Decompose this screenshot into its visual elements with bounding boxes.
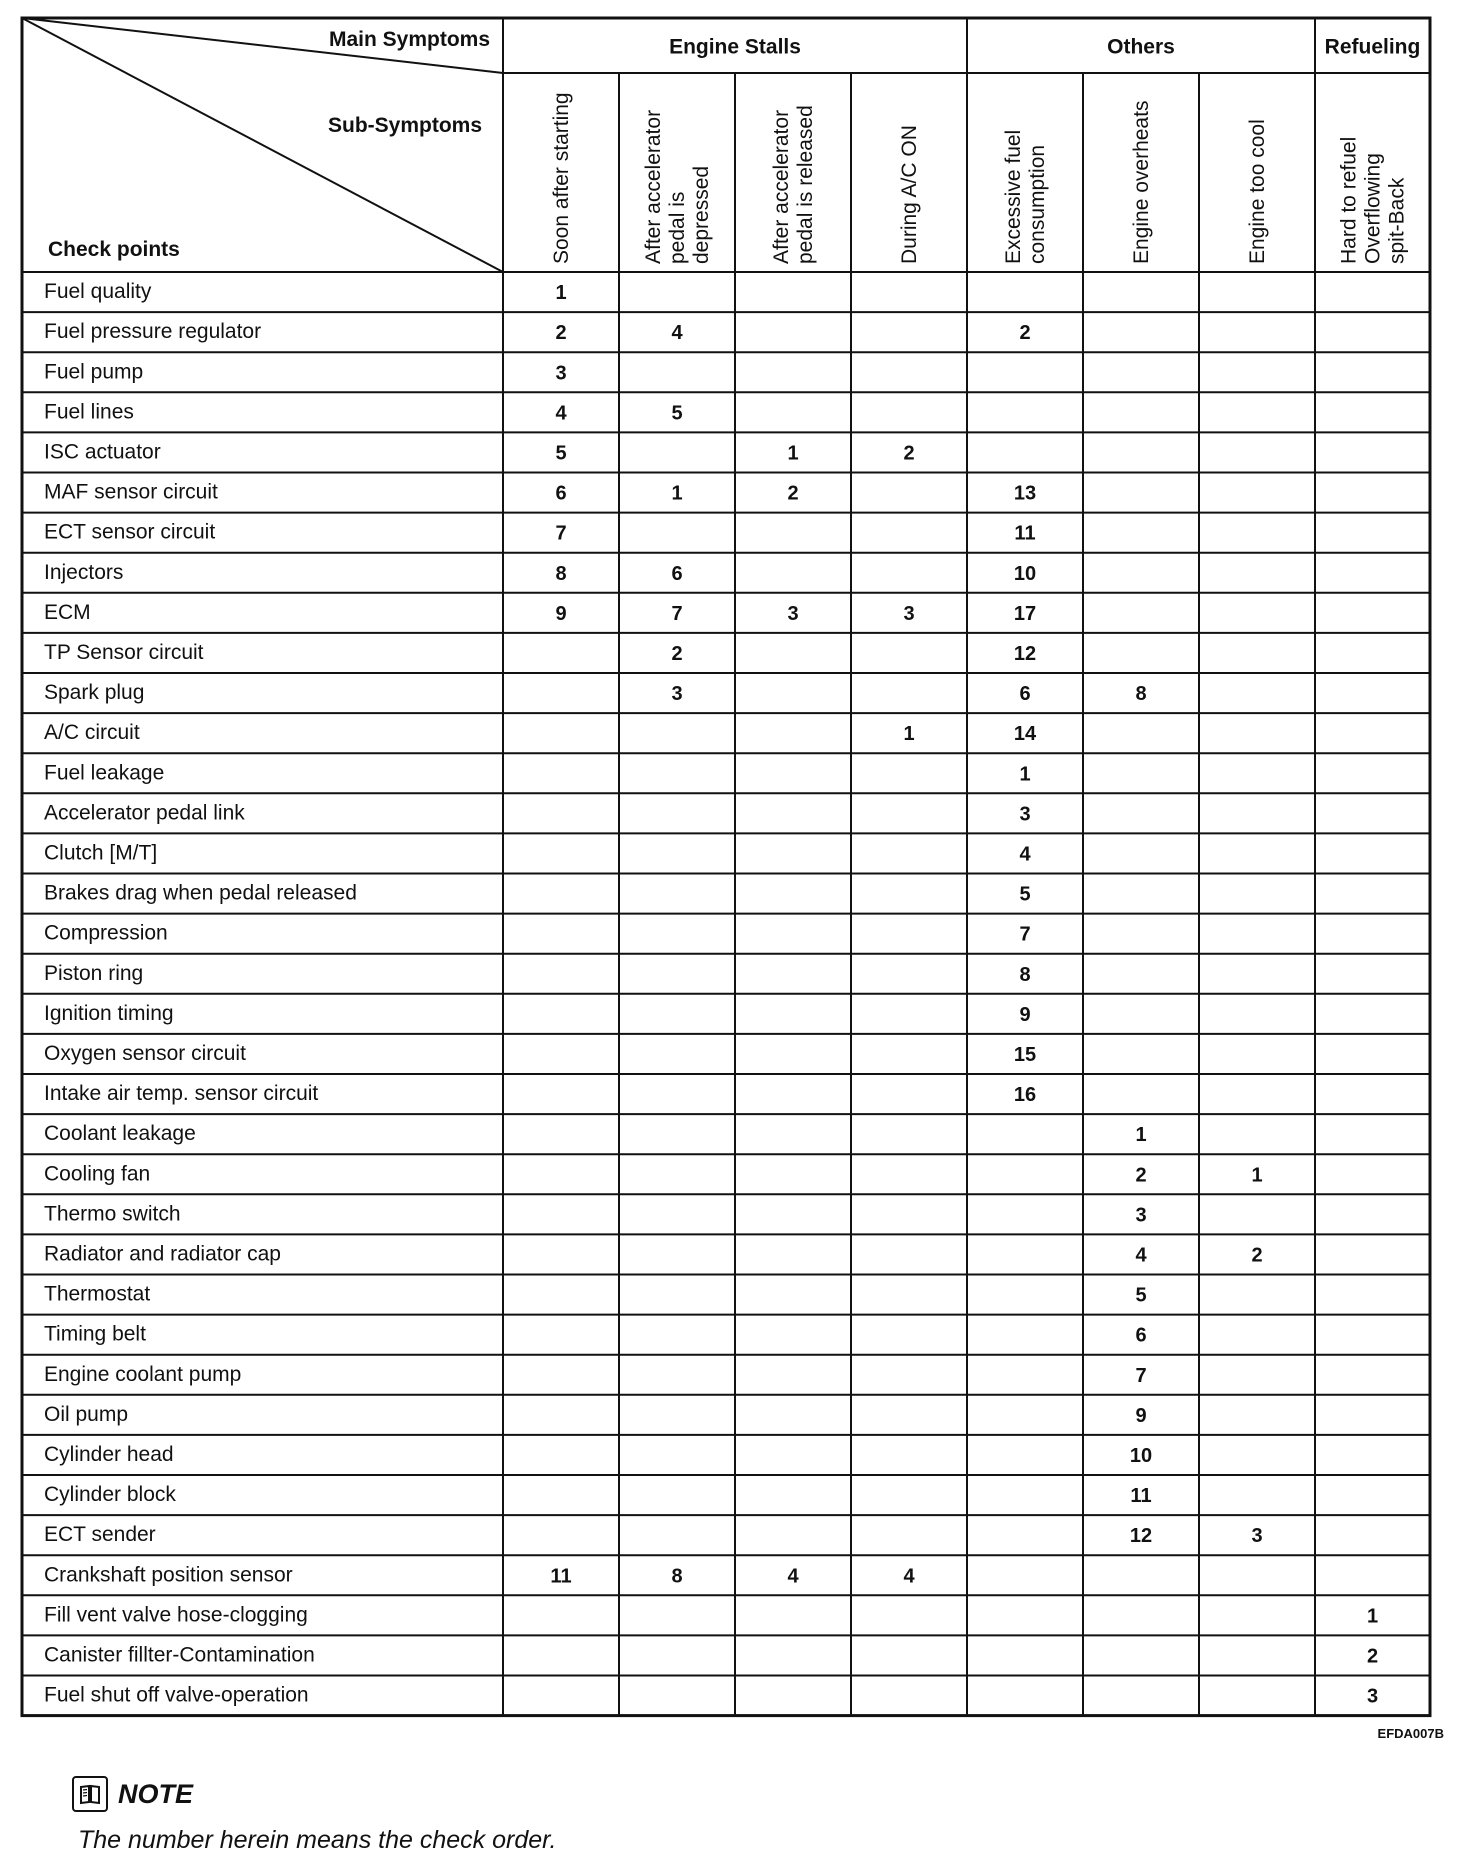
- row-label: Piston ring: [44, 961, 144, 985]
- check-order-value: 12: [1013, 642, 1037, 665]
- row-label: Brakes drag when pedal released: [44, 881, 357, 905]
- check-order-value: 14: [1013, 723, 1037, 746]
- row-label: ECM: [44, 600, 91, 624]
- check-order-value: 2: [1019, 322, 1031, 345]
- sub-symptoms-label: Sub-Symptoms: [327, 114, 482, 137]
- row-label: Fuel leakage: [44, 761, 165, 785]
- note-header: [72, 1776, 557, 1812]
- row-label: Cylinder head: [44, 1442, 174, 1466]
- check-order-value: 11: [550, 1565, 572, 1588]
- column-header: pedal is: [666, 191, 689, 264]
- row-label: Crankshaft position sensor: [44, 1563, 293, 1587]
- check-order-value: 4: [787, 1565, 799, 1588]
- check-order-value: 1: [903, 723, 915, 746]
- check-order-value: 2: [1366, 1645, 1379, 1668]
- check-order-value: 3: [787, 602, 799, 625]
- row-label: Oxygen sensor circuit: [44, 1041, 246, 1065]
- check-order-value: 3: [555, 362, 567, 385]
- check-order-value: 9: [1019, 1003, 1031, 1026]
- group-header: Others: [1107, 35, 1175, 59]
- row-label: Spark plug: [44, 681, 145, 705]
- check-order-value: 8: [671, 1565, 683, 1588]
- row-label: Ignition timing: [44, 1001, 174, 1025]
- check-order-value: 3: [1135, 1204, 1147, 1227]
- check-order-value: 7: [671, 602, 683, 625]
- column-header: pedal is released: [794, 105, 817, 264]
- check-order-value: 6: [1135, 1324, 1147, 1347]
- row-label: Accelerator pedal link: [44, 801, 245, 825]
- check-order-value: 17: [1013, 602, 1037, 625]
- column-header: Hard to refuel: [1337, 136, 1361, 264]
- check-order-value: 11: [1014, 522, 1036, 545]
- header-diagonal: [22, 18, 503, 272]
- column-header: Excessive fuel: [1002, 129, 1025, 264]
- check-order-value: 5: [671, 402, 683, 425]
- check-order-value: 2: [555, 322, 567, 345]
- check-order-value: 1: [555, 282, 567, 305]
- check-order-value: 6: [1019, 683, 1031, 706]
- check-order-value: 4: [671, 322, 683, 345]
- row-label: Canister fillter-Contamination: [44, 1643, 315, 1667]
- row-label: Fuel shut off valve-operation: [44, 1683, 309, 1707]
- column-header: Engine overheats: [1130, 100, 1153, 264]
- row-label: Intake air temp. sensor circuit: [44, 1082, 319, 1106]
- check-order-value: 1: [1019, 763, 1031, 786]
- check-order-value: 9: [1135, 1404, 1147, 1427]
- check-order-value: 2: [787, 482, 799, 505]
- check-order-value: 4: [555, 402, 567, 425]
- check-order-value: 4: [1019, 843, 1031, 866]
- check-order-value: 1: [1135, 1124, 1147, 1147]
- row-label: Fill vent valve hose-clogging: [44, 1603, 308, 1627]
- column-header: Overflowing: [1361, 153, 1385, 264]
- check-order-value: 10: [1129, 1444, 1153, 1467]
- row-label: Coolant leakage: [44, 1122, 196, 1146]
- row-label: Cylinder block: [44, 1483, 176, 1507]
- check-order-value: 2: [1251, 1244, 1263, 1267]
- note-text: The number herein means the check order.: [78, 1826, 557, 1854]
- row-label: Timing belt: [44, 1322, 146, 1346]
- row-label: ECT sensor circuit: [44, 520, 216, 544]
- row-label: Oil pump: [44, 1402, 129, 1426]
- check-order-value: 5: [555, 442, 567, 465]
- check-order-value: 5: [1135, 1284, 1147, 1307]
- check-order-value: 16: [1013, 1084, 1037, 1107]
- row-label: MAF sensor circuit: [44, 480, 218, 504]
- check-order-value: 1: [1366, 1605, 1379, 1628]
- check-order-value: 15: [1013, 1043, 1037, 1066]
- row-label: TP Sensor circuit: [44, 640, 204, 664]
- row-label: Fuel pump: [44, 360, 144, 384]
- check-order-value: 2: [1135, 1164, 1147, 1187]
- check-order-value: 13: [1013, 482, 1037, 505]
- figure-code: EFDA007B: [1377, 1726, 1444, 1741]
- row-label: ISC actuator: [44, 440, 161, 464]
- column-header: Engine too cool: [1246, 119, 1269, 264]
- check-order-value: 4: [1135, 1244, 1147, 1267]
- group-header: Engine Stalls: [669, 35, 801, 59]
- column-header: Soon after starting: [550, 92, 573, 264]
- row-label: Fuel quality: [44, 280, 152, 304]
- check-order-value: 9: [555, 602, 567, 625]
- row-label: Fuel pressure regulator: [44, 320, 262, 344]
- main-symptoms-label: Main Symptoms: [328, 28, 490, 51]
- check-order-value: 4: [903, 1565, 915, 1588]
- row-label: ECT sender: [44, 1523, 156, 1547]
- check-order-value: 8: [1019, 963, 1031, 986]
- check-order-value: 2: [671, 642, 683, 665]
- check-order-value: 10: [1013, 562, 1037, 585]
- column-header: After accelerator: [770, 109, 793, 264]
- row-label: Compression: [44, 921, 168, 945]
- row-label: Thermostat: [44, 1282, 151, 1306]
- check-order-value: 3: [671, 683, 683, 706]
- check-order-value: 12: [1129, 1525, 1153, 1548]
- check-order-value: 3: [1251, 1525, 1263, 1548]
- check-points-label: Check points: [48, 238, 180, 261]
- row-label: Clutch [M/T]: [44, 841, 158, 865]
- column-header: depressed: [690, 165, 713, 264]
- check-order-value: 11: [1130, 1485, 1152, 1508]
- check-order-value: 6: [555, 482, 567, 505]
- book-icon: [72, 1776, 108, 1812]
- check-order-value: 1: [671, 482, 683, 505]
- check-order-value: 1: [787, 442, 799, 465]
- check-order-value: 7: [1135, 1364, 1147, 1387]
- column-header: spit-Back: [1385, 177, 1409, 264]
- row-label: Injectors: [44, 560, 124, 584]
- check-order-value: 8: [1135, 683, 1147, 706]
- check-order-value: 8: [555, 562, 567, 585]
- column-header: After accelerator: [642, 109, 665, 264]
- check-order-value: 3: [1019, 803, 1031, 826]
- group-header: Refueling: [1324, 35, 1421, 59]
- check-order-value: 7: [1019, 923, 1031, 946]
- row-label: Cooling fan: [44, 1162, 151, 1186]
- row-label: Thermo switch: [44, 1202, 181, 1226]
- row-label: A/C circuit: [44, 721, 140, 745]
- check-order-value: 7: [555, 522, 567, 545]
- column-header: consumption: [1026, 144, 1049, 264]
- note-title: NOTE: [118, 1778, 194, 1809]
- check-order-value: 2: [903, 442, 915, 465]
- check-order-value: 6: [671, 562, 683, 585]
- check-order-value: 3: [903, 602, 915, 625]
- column-header: During A/C ON: [898, 125, 921, 264]
- check-order-value: 1: [1251, 1164, 1263, 1187]
- check-order-value: 3: [1366, 1685, 1379, 1708]
- row-label: Radiator and radiator cap: [44, 1242, 281, 1266]
- note-box: [72, 1776, 557, 1855]
- row-label: Engine coolant pump: [44, 1362, 242, 1386]
- check-order-value: 5: [1019, 883, 1031, 906]
- row-label: Fuel lines: [44, 400, 134, 424]
